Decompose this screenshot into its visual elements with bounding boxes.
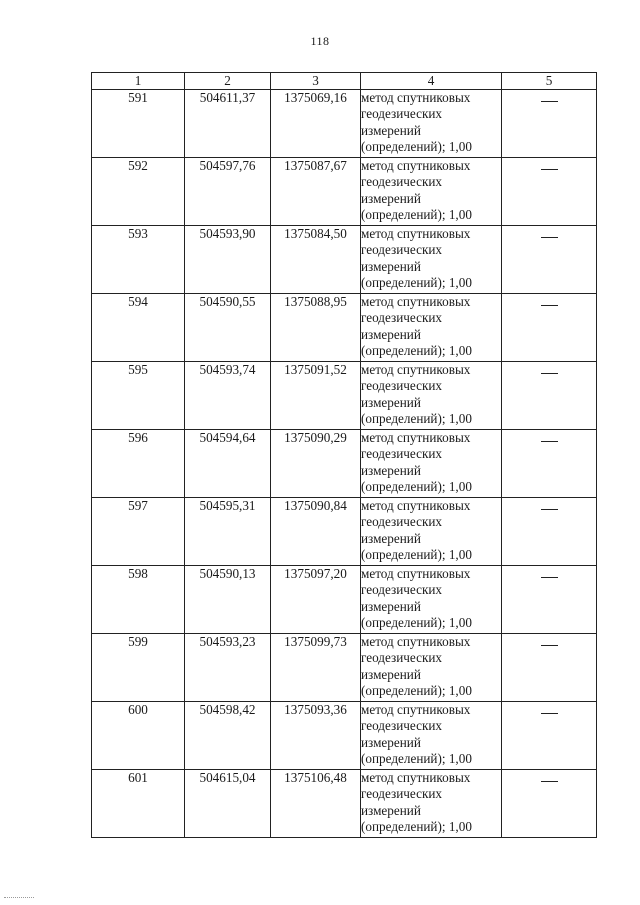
y-coordinate-cell: 1375090,29: [271, 430, 361, 498]
column-header-method: 4: [361, 73, 502, 90]
point-number-cell: 599: [92, 634, 185, 702]
dash-mark: [541, 509, 558, 510]
method-accuracy-cell: метод спутниковых геодезических измерений (определений); 1,00: [361, 294, 502, 362]
table-row: [92, 634, 597, 702]
y-coordinate-cell: 1375090,84: [271, 498, 361, 566]
table-row: [92, 158, 597, 226]
point-number-cell: 595: [92, 362, 185, 430]
method-accuracy-cell: метод спутниковых геодезических измерений (определений); 1,00: [361, 90, 502, 158]
point-number-cell: 596: [92, 430, 185, 498]
column-header-note: 5: [502, 73, 597, 90]
page-number: 118: [310, 34, 330, 48]
column-header-x-coordinate: 2: [185, 73, 271, 90]
note-cell: [502, 702, 597, 770]
x-coordinate-cell: 504593,23: [185, 634, 271, 702]
x-coordinate-cell: 504593,74: [185, 362, 271, 430]
y-coordinate-cell: 1375106,48: [271, 770, 361, 838]
x-coordinate-cell: 504594,64: [185, 430, 271, 498]
table-body: [92, 90, 597, 838]
point-number-cell: 601: [92, 770, 185, 838]
y-coordinate-cell: 1375084,50: [271, 226, 361, 294]
method-accuracy-cell: метод спутниковых геодезических измерений (определений); 1,00: [361, 226, 502, 294]
y-coordinate-cell: 1375069,16: [271, 90, 361, 158]
note-cell: [502, 294, 597, 362]
method-accuracy-cell: метод спутниковых геодезических измерений (определений); 1,00: [361, 634, 502, 702]
method-accuracy-cell: метод спутниковых геодезических измерений (определений); 1,00: [361, 498, 502, 566]
table-row: [92, 294, 597, 362]
dash-mark: [541, 305, 558, 306]
point-number-cell: 591: [92, 90, 185, 158]
x-coordinate-cell: 504597,76: [185, 158, 271, 226]
x-coordinate-cell: 504611,37: [185, 90, 271, 158]
dash-mark: [541, 781, 558, 782]
method-accuracy-cell: метод спутниковых геодезических измерений (определений); 1,00: [361, 566, 502, 634]
y-coordinate-cell: 1375097,20: [271, 566, 361, 634]
dash-mark: [541, 169, 558, 170]
dash-mark: [541, 441, 558, 442]
x-coordinate-cell: 504598,42: [185, 702, 271, 770]
method-accuracy-cell: метод спутниковых геодезических измерений (определений); 1,00: [361, 770, 502, 838]
note-cell: [502, 158, 597, 226]
x-coordinate-cell: 504590,13: [185, 566, 271, 634]
point-number-cell: 593: [92, 226, 185, 294]
note-cell: [502, 90, 597, 158]
method-accuracy-cell: метод спутниковых геодезических измерений (определений); 1,00: [361, 430, 502, 498]
coordinates-table: [91, 72, 597, 838]
x-coordinate-cell: 504615,04: [185, 770, 271, 838]
dash-mark: [541, 577, 558, 578]
dash-mark: [541, 645, 558, 646]
table-row: [92, 90, 597, 158]
x-coordinate-cell: 504593,90: [185, 226, 271, 294]
y-coordinate-cell: 1375087,67: [271, 158, 361, 226]
column-header-y-coordinate: 3: [271, 73, 361, 90]
x-coordinate-cell: 504590,55: [185, 294, 271, 362]
point-number-cell: 597: [92, 498, 185, 566]
y-coordinate-cell: 1375093,36: [271, 702, 361, 770]
note-cell: [502, 362, 597, 430]
point-number-cell: 598: [92, 566, 185, 634]
note-cell: [502, 226, 597, 294]
table-row: [92, 362, 597, 430]
y-coordinate-cell: 1375091,52: [271, 362, 361, 430]
table-row: [92, 226, 597, 294]
note-cell: [502, 430, 597, 498]
table-row: [92, 430, 597, 498]
x-coordinate-cell: 504595,31: [185, 498, 271, 566]
method-accuracy-cell: метод спутниковых геодезических измерений (определений); 1,00: [361, 362, 502, 430]
y-coordinate-cell: 1375099,73: [271, 634, 361, 702]
table-row: [92, 566, 597, 634]
table-row: [92, 770, 597, 838]
dash-mark: [541, 373, 558, 374]
note-cell: [502, 566, 597, 634]
dash-mark: [541, 101, 558, 102]
table-row: [92, 498, 597, 566]
point-number-cell: 594: [92, 294, 185, 362]
note-cell: [502, 498, 597, 566]
table-row: [92, 702, 597, 770]
y-coordinate-cell: 1375088,95: [271, 294, 361, 362]
column-header-point-number: 1: [92, 73, 185, 90]
dash-mark: [541, 237, 558, 238]
note-cell: [502, 634, 597, 702]
method-accuracy-cell: метод спутниковых геодезических измерений (определений); 1,00: [361, 158, 502, 226]
note-cell: [502, 770, 597, 838]
scan-footer-mark: [4, 897, 34, 898]
point-number-cell: 592: [92, 158, 185, 226]
method-accuracy-cell: метод спутниковых геодезических измерений (определений); 1,00: [361, 702, 502, 770]
point-number-cell: 600: [92, 702, 185, 770]
table-header-row: [92, 73, 597, 90]
dash-mark: [541, 713, 558, 714]
